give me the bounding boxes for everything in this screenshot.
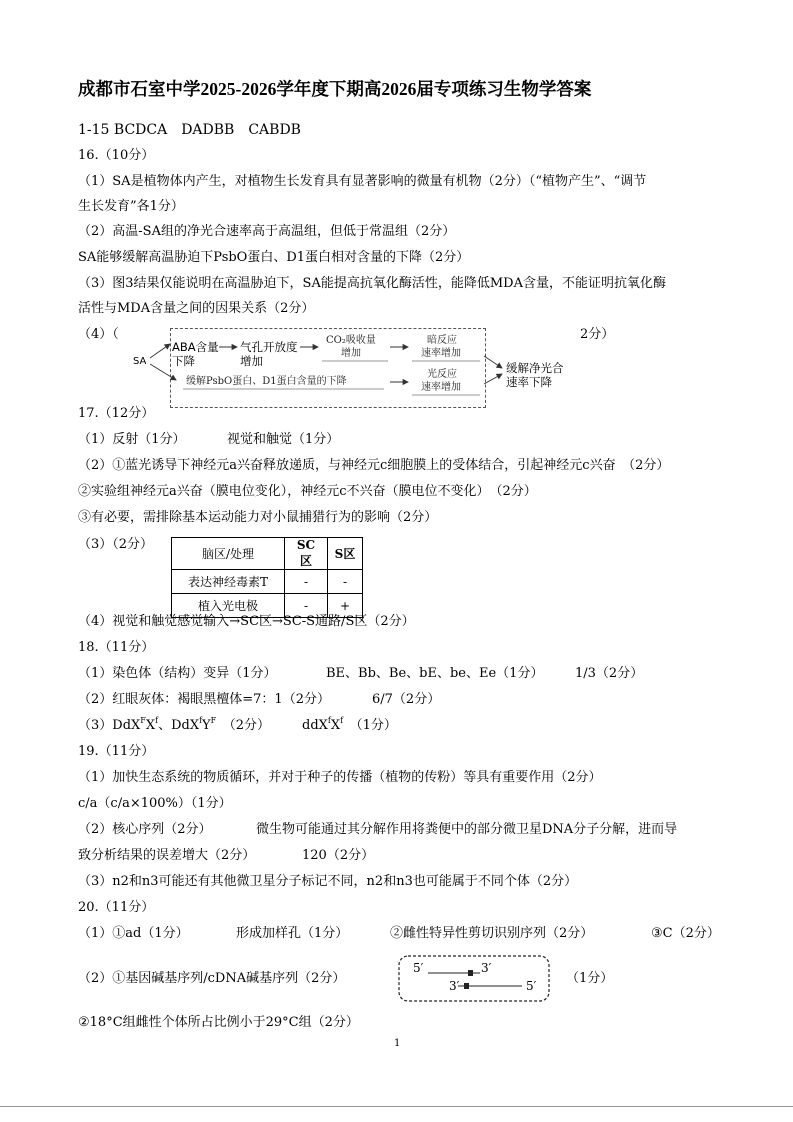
q19-line1: （1）加快生态系统的物质循环，并对于种子的传播（植物的传粉）等具有重要作用（2分） — [78, 770, 602, 785]
q17-line5: （3）（2分） — [78, 537, 154, 552]
table-cell: 植入光电极 — [172, 594, 285, 618]
diagram-sa: SA — [133, 356, 147, 367]
table-cell: + — [328, 594, 363, 618]
q17-line4: ③有必要，需排除基本运动能力对小鼠捕猎行为的影响（2分） — [78, 510, 438, 525]
q20-line1b: 形成加样孔（1分） — [236, 926, 349, 941]
q17-line3: ②实验组神经元a兴奋（膜电位变化），神经元c不兴奋（膜电位不变化） （2分） — [78, 484, 537, 499]
table-cell: - — [285, 594, 328, 618]
mc-answers: 1-15 BCDCA DADBB CABDB — [78, 122, 301, 138]
diagram-dark-2: 速率增加 — [421, 348, 461, 359]
q19-line4a: 致分析结果的误差增大（2分） — [78, 848, 256, 863]
q17-line1a: （1）反射（1分） — [78, 432, 186, 447]
q16-line7-end: 2分） — [580, 327, 615, 342]
dna-label: 3′ — [449, 979, 460, 993]
q18-line3-score1: （2分） — [229, 718, 270, 733]
q20-line1c: ②雌性特异性剪切识别序列（2分） — [390, 926, 594, 941]
q18-line1b: BE、Bb、Be、bE、be、Ee（1分） — [326, 666, 544, 681]
q16-head: 16.（10分） — [78, 148, 155, 163]
dna-label: 5′ — [413, 961, 424, 975]
page-title: 成都市石室中学2025-2026学年度下期高2026届专项练习生物学答案 — [78, 79, 592, 99]
diagram-co2-2: 增加 — [341, 348, 361, 359]
q16-line3: （2）高温-SA组的净光合速率高于高温组，但低于常温组（2分） — [78, 224, 456, 239]
q18-line3-genotype2: $ddX^fX^f$ （1分） — [302, 716, 397, 733]
diagram-result-2: 速率下降 — [506, 375, 552, 389]
page-number: 1 — [394, 1038, 401, 1049]
q18-line1a: （1）染色体（结构）变异（1分） — [78, 666, 277, 681]
q16-line6: 活性与MDA含量之间的因果关系（2分） — [78, 301, 315, 316]
q20-head: 20.（11分） — [78, 900, 155, 915]
q17-table — [171, 537, 363, 618]
diagram-result-1: 缓解净光合 — [506, 361, 564, 375]
q20-line2a: （2）①基因碱基序列/cDNA碱基序列（2分） — [78, 971, 346, 986]
table-cell: - — [285, 570, 328, 594]
q18-line3: $(3)DdX^FX^f$、$DdX^fY^F$ （2分） — [78, 716, 270, 733]
q18-line2b: 6/7（2分） — [372, 692, 441, 707]
table-row — [172, 538, 363, 570]
diagram-co2-1: CO₂吸收量 — [326, 335, 376, 346]
q17-line6: （4）视觉和触觉感觉输入→SC区→SC-S通路/S区（2分） — [78, 614, 415, 629]
diagram-stoma-1: 气孔开放度 — [240, 340, 298, 354]
diagram-psbo: 缓解PsbO蛋白、D1蛋白含量的下降 — [186, 376, 347, 387]
diagram-aba-1: ABA含量 — [172, 340, 219, 354]
q19-line3a: （2）核心序列（2分） — [78, 822, 212, 837]
dna-label: 3′ — [481, 961, 492, 975]
table-cell: 表达神经毒素T — [172, 570, 285, 594]
q19-head: 19.（11分） — [78, 744, 155, 759]
q18-line1c: 1/3（2分） — [575, 666, 644, 681]
diagram-light-1: 光反应 — [427, 369, 457, 380]
q19-line5: （3）n2和n3可能还有其他微卫星分子标记不同，n2和n3也可能属于不同个体（2分） — [78, 874, 578, 889]
q16-line4: SA能够缓解高温胁迫下PsbO蛋白、D1蛋白相对含量的下降（2分） — [78, 250, 470, 265]
q16-line5: （3）图3结果仅能说明在高温胁迫下，SA能提高抗氧化酶活性，能降低MDA含量，不能证明抗氧化酶 — [78, 276, 666, 291]
q17-head: 17.（12分） — [78, 406, 155, 421]
q19-line3b: 微生物可能通过其分解作用将粪便中的部分微卫星DNA分子分解，进而导 — [256, 822, 678, 837]
q18-head: 18.（11分） — [78, 640, 155, 655]
q16-line2: 生长发育”各1分） — [78, 199, 184, 214]
diagram-stoma-2: 增加 — [240, 354, 263, 368]
diagram-light-2: 速率增加 — [421, 382, 461, 393]
table-cell: - — [328, 570, 363, 594]
q18-line2a: （2）红眼灰体：褐眼黑檀体=7：1（2分） — [78, 692, 330, 707]
q16-line7-start: （4）（ — [78, 327, 119, 342]
q16-line1: （1）SA是植物体内产生，对植物生长发育具有显著影响的微量有机物（2分）（“植物产生”、“调节 — [78, 174, 647, 189]
q19-line4b: 120（2分） — [302, 848, 375, 863]
q20-line3: ②18°C组雌性个体所占比例小于29°C组（2分） — [78, 1015, 359, 1030]
q18-line3-prefix: （3） — [78, 718, 113, 733]
diagram-aba-2: 下降 — [172, 354, 195, 368]
q19-line2: c/a（c/a×100%）（1分） — [78, 796, 232, 811]
q18-line3-score2: （1分） — [356, 718, 397, 733]
table-header-cell: 脑区/处理 — [172, 538, 285, 570]
dna-label: 5′ — [526, 979, 537, 993]
table-header-cell: S区 — [328, 538, 363, 570]
q17-line2: （2）①蓝光诱导下神经元a兴奋释放递质，与神经元c细胞膜上的受体结合，引起神经元c兴奋 （2分） — [78, 458, 670, 473]
q20-line1a: （1）①ad（1分） — [78, 926, 189, 941]
table-header-cell: SC区 — [285, 538, 328, 570]
table-row — [172, 570, 363, 594]
q17-line1b: 视觉和触觉（1分） — [227, 432, 340, 447]
q20-line2b: （1分） — [566, 971, 614, 986]
page-bottom-rule — [0, 1106, 793, 1107]
diagram-dark-1: 暗反应 — [427, 335, 457, 346]
q20-line1d: ③C（2分） — [651, 926, 720, 941]
